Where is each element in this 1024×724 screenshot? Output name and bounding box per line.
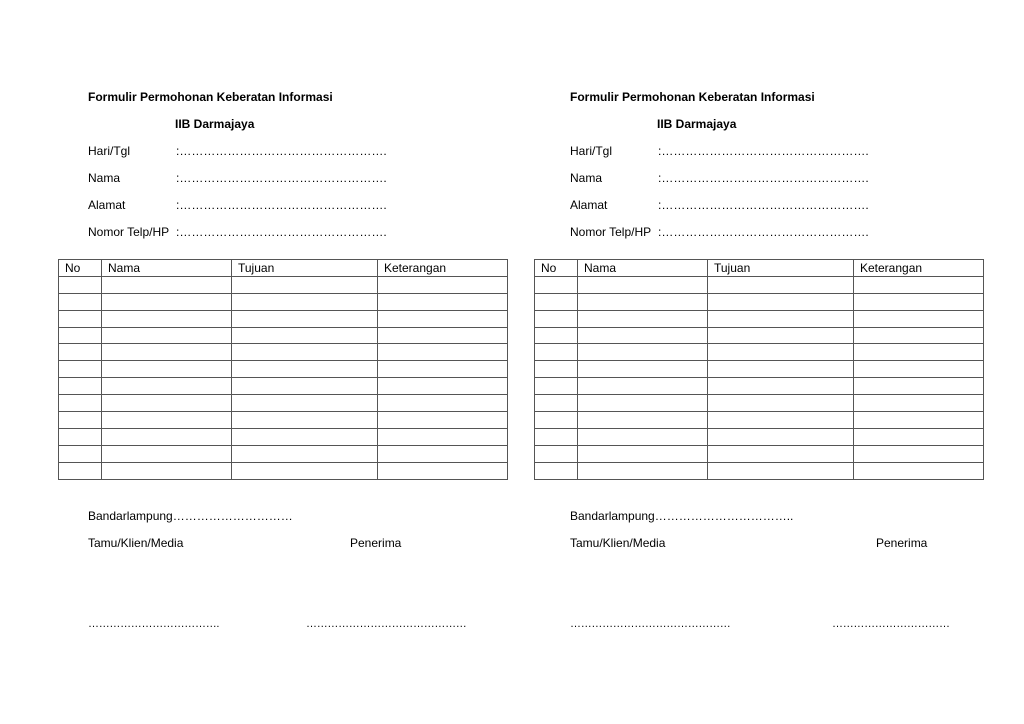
table-body — [535, 276, 984, 479]
table-row — [535, 344, 984, 361]
table-cell[interactable] — [232, 462, 378, 479]
field-blank[interactable]: :……………………………………………. — [658, 144, 869, 158]
table-row — [535, 327, 984, 344]
table-cell[interactable] — [708, 378, 854, 395]
table-cell[interactable] — [378, 378, 508, 395]
field-blank[interactable]: :……………………………………………. — [176, 144, 387, 158]
table-cell[interactable] — [535, 412, 578, 429]
table-cell[interactable] — [535, 378, 578, 395]
table-cell[interactable] — [232, 293, 378, 310]
table-cell[interactable] — [854, 395, 984, 412]
column-header-keterangan: Keterangan — [378, 260, 508, 277]
city-date-line[interactable]: Bandarlampung…………………………….. — [570, 509, 794, 523]
table-row — [535, 395, 984, 412]
table-cell[interactable] — [102, 344, 232, 361]
table-cell[interactable] — [708, 327, 854, 344]
table-cell[interactable] — [708, 428, 854, 445]
table-cell[interactable] — [708, 293, 854, 310]
table-row — [59, 378, 508, 395]
form-right — [534, 0, 984, 724]
table-cell[interactable] — [102, 395, 232, 412]
table-row — [59, 293, 508, 310]
table-row — [535, 361, 984, 378]
table-cell[interactable] — [708, 310, 854, 327]
field-label: Hari/Tgl — [88, 144, 131, 158]
table-cell[interactable] — [535, 462, 578, 479]
table-cell[interactable] — [232, 445, 378, 462]
field-label: Hari/Tgl — [570, 144, 613, 158]
table-cell[interactable] — [708, 395, 854, 412]
table-row — [59, 412, 508, 429]
table-cell[interactable] — [59, 293, 102, 310]
table-cell[interactable] — [578, 395, 708, 412]
table-cell[interactable] — [854, 293, 984, 310]
table-row — [59, 344, 508, 361]
table-cell[interactable] — [232, 344, 378, 361]
table-cell[interactable] — [59, 344, 102, 361]
table-cell[interactable] — [854, 378, 984, 395]
table-cell[interactable] — [578, 276, 708, 293]
field-blank[interactable]: :……………………………………………. — [176, 198, 387, 212]
table-header-row — [535, 260, 984, 277]
table-row — [59, 310, 508, 327]
column-header-tujuan: Tujuan — [708, 260, 854, 277]
table-cell[interactable] — [535, 428, 578, 445]
receiver-label: Penerima — [350, 536, 402, 550]
table-cell[interactable] — [708, 276, 854, 293]
table-cell[interactable] — [378, 445, 508, 462]
form-title: Formulir Permohonan Keberatan Informasi — [88, 90, 333, 104]
table-cell[interactable] — [59, 412, 102, 429]
field-nomor-telp[interactable] — [570, 225, 869, 241]
table-cell[interactable] — [378, 293, 508, 310]
table-row — [535, 276, 984, 293]
table-cell[interactable] — [378, 344, 508, 361]
field-label: Nomor Telp/HP — [570, 225, 652, 239]
table-cell[interactable] — [578, 310, 708, 327]
table-cell[interactable] — [854, 462, 984, 479]
field-blank[interactable]: :……………………………………………. — [176, 225, 387, 239]
table-row — [59, 445, 508, 462]
table-cell[interactable] — [578, 378, 708, 395]
table-cell[interactable] — [535, 293, 578, 310]
field-label: Nama — [88, 171, 121, 185]
table-cell[interactable] — [59, 276, 102, 293]
table-row — [59, 462, 508, 479]
table-cell[interactable] — [535, 327, 578, 344]
field-label: Alamat — [88, 198, 126, 212]
table-cell[interactable] — [578, 445, 708, 462]
table-cell[interactable] — [578, 344, 708, 361]
table-cell[interactable] — [535, 276, 578, 293]
field-label: Alamat — [570, 198, 608, 212]
table-cell[interactable] — [854, 344, 984, 361]
table-cell[interactable] — [535, 310, 578, 327]
table-cell[interactable] — [102, 462, 232, 479]
form-subtitle: IIB Darmajaya — [657, 117, 737, 131]
table-cell[interactable] — [854, 428, 984, 445]
table-cell[interactable] — [378, 462, 508, 479]
field-blank[interactable]: :……………………………………………. — [176, 171, 387, 185]
table-row — [535, 462, 984, 479]
table-cell[interactable] — [59, 445, 102, 462]
table-cell[interactable] — [535, 361, 578, 378]
field-alamat[interactable] — [570, 198, 869, 214]
table-cell[interactable] — [854, 412, 984, 429]
table-row — [59, 361, 508, 378]
table-cell[interactable] — [378, 310, 508, 327]
field-alamat[interactable] — [88, 198, 387, 214]
table-row — [535, 293, 984, 310]
guest-signature-line[interactable]: ……………………………………… — [570, 618, 731, 630]
visitor-table — [58, 259, 508, 480]
form-subtitle: IIB Darmajaya — [175, 117, 255, 131]
table-cell[interactable] — [59, 378, 102, 395]
table-row — [535, 428, 984, 445]
table-cell[interactable] — [854, 310, 984, 327]
table-cell[interactable] — [232, 428, 378, 445]
table-cell[interactable] — [854, 445, 984, 462]
table-cell[interactable] — [232, 412, 378, 429]
table-cell[interactable] — [59, 428, 102, 445]
table-cell[interactable] — [232, 310, 378, 327]
table-body — [59, 276, 508, 479]
table-cell[interactable] — [102, 293, 232, 310]
table-cell[interactable] — [535, 445, 578, 462]
table-cell[interactable] — [708, 344, 854, 361]
guest-signature-line[interactable]: ………………………………. — [88, 618, 220, 630]
table-cell[interactable] — [232, 361, 378, 378]
table-cell[interactable] — [102, 445, 232, 462]
table-cell[interactable] — [578, 428, 708, 445]
table-cell[interactable] — [378, 361, 508, 378]
table-cell[interactable] — [578, 293, 708, 310]
column-header-nama: Nama — [102, 260, 232, 277]
field-label: Nomor Telp/HP — [88, 225, 170, 239]
table-cell[interactable] — [102, 361, 232, 378]
table-cell[interactable] — [854, 327, 984, 344]
table-row — [535, 445, 984, 462]
field-blank[interactable]: :……………………………………………. — [658, 198, 869, 212]
guest-label: Tamu/Klien/Media — [88, 536, 184, 550]
table-cell[interactable] — [535, 344, 578, 361]
table-row — [59, 276, 508, 293]
table-cell[interactable] — [232, 276, 378, 293]
field-hari-tgl[interactable] — [88, 144, 387, 160]
table-cell[interactable] — [854, 361, 984, 378]
column-header-no: No — [59, 260, 102, 277]
table-row — [59, 428, 508, 445]
visitor-table — [534, 259, 984, 480]
table-cell[interactable] — [232, 395, 378, 412]
guest-label: Tamu/Klien/Media — [570, 536, 666, 550]
table-row — [535, 412, 984, 429]
table-row — [59, 327, 508, 344]
table-cell[interactable] — [102, 378, 232, 395]
table-cell[interactable] — [59, 310, 102, 327]
column-header-nama: Nama — [578, 260, 708, 277]
form-left — [58, 0, 508, 724]
field-hari-tgl[interactable] — [570, 144, 869, 160]
field-nama[interactable] — [570, 171, 869, 187]
table-cell[interactable] — [578, 327, 708, 344]
table-cell[interactable] — [535, 395, 578, 412]
form-title: Formulir Permohonan Keberatan Informasi — [570, 90, 815, 104]
table-cell[interactable] — [578, 412, 708, 429]
field-label: Nama — [570, 171, 603, 185]
table-cell[interactable] — [378, 327, 508, 344]
field-blank[interactable]: :……………………………………………. — [658, 171, 869, 185]
column-header-tujuan: Tujuan — [232, 260, 378, 277]
table-header-row — [59, 260, 508, 277]
table-cell[interactable] — [708, 462, 854, 479]
table-cell[interactable] — [854, 276, 984, 293]
table-cell[interactable] — [102, 327, 232, 344]
table-cell[interactable] — [378, 412, 508, 429]
table-cell[interactable] — [102, 310, 232, 327]
table-cell[interactable] — [578, 462, 708, 479]
table-row — [59, 395, 508, 412]
table-cell[interactable] — [708, 412, 854, 429]
table-cell[interactable] — [102, 276, 232, 293]
field-nomor-telp[interactable] — [88, 225, 387, 241]
receiver-label: Penerima — [876, 536, 928, 550]
receiver-signature-line[interactable]: ……………………………………… — [306, 618, 467, 630]
table-cell[interactable] — [378, 428, 508, 445]
table-cell[interactable] — [59, 395, 102, 412]
field-nama[interactable] — [88, 171, 387, 187]
table-cell[interactable] — [708, 445, 854, 462]
field-blank[interactable]: :……………………………………………. — [658, 225, 869, 239]
table-row — [535, 310, 984, 327]
table-cell[interactable] — [102, 412, 232, 429]
table-cell[interactable] — [102, 428, 232, 445]
table-cell[interactable] — [59, 361, 102, 378]
column-header-keterangan: Keterangan — [854, 260, 984, 277]
table-cell[interactable] — [232, 327, 378, 344]
column-header-no: No — [535, 260, 578, 277]
table-cell[interactable] — [578, 361, 708, 378]
table-row — [535, 378, 984, 395]
receiver-signature-line[interactable]: …………………………… — [832, 618, 950, 630]
table-cell[interactable] — [59, 462, 102, 479]
table-cell[interactable] — [232, 378, 378, 395]
table-cell[interactable] — [378, 395, 508, 412]
table-cell[interactable] — [708, 361, 854, 378]
table-cell[interactable] — [378, 276, 508, 293]
table-cell[interactable] — [59, 327, 102, 344]
city-date-line[interactable]: Bandarlampung………………………… — [88, 509, 293, 523]
